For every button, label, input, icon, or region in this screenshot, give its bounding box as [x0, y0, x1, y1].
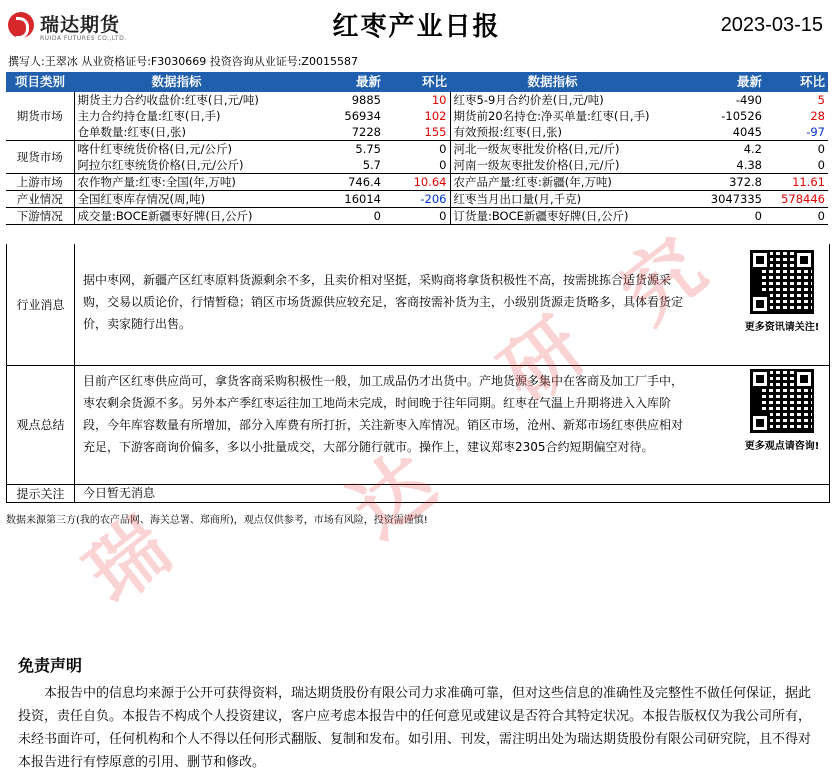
change-value: 28 — [810, 109, 825, 123]
change-value: 0 — [765, 157, 828, 174]
indicator-name: 农作物产量:红枣:全国(年,万吨) — [74, 174, 279, 191]
disclaimer-title: 免责声明 — [18, 656, 83, 675]
indicator-name: 河南一级灰枣批发价格(日,元/斤) — [450, 157, 655, 174]
category-cell: 期货市场 — [6, 92, 74, 141]
indicator-name: 喀什红枣统货价格(日,元/公斤) — [77, 142, 233, 156]
change-value: 10 — [384, 92, 450, 108]
category-cell: 产业情况 — [6, 191, 74, 208]
indicator-name: 红枣当月出口量(月,千克) — [450, 191, 655, 208]
change-value: -97 — [765, 124, 828, 141]
latest-value: 4.2 — [743, 142, 762, 156]
industry-news-text: 据中枣网，新疆产区红枣原料货源剩余不多，且卖价相对坚挺，采购商将拿货积极性不高，按需挑拣合适货源采购，交易以质论价，行情暂稳；销区市场货源供应较充足，客商按需补货为主，小级别货源走货略多，具体看货定价，卖家随行出售。 — [83, 273, 684, 331]
header-latest: 最新 — [655, 72, 765, 92]
logo-name: 瑞达期货 — [40, 14, 121, 36]
watermark-char: 瑞 — [69, 502, 187, 621]
indicator-name: 农产品产量:红枣:新疆(年,万吨) — [450, 174, 655, 191]
watermark-char: 究 — [604, 222, 722, 341]
indicator-name: 有效预报:红枣(日,张) — [450, 124, 655, 141]
table-row — [6, 124, 828, 141]
table-row — [6, 92, 828, 108]
latest-value: 4.38 — [655, 157, 765, 174]
latest-value: 0 — [655, 208, 765, 225]
latest-value: 56934 — [344, 109, 381, 123]
change-value: 11.61 — [765, 174, 828, 191]
latest-value: 372.8 — [655, 174, 765, 191]
watermark-char: 达 — [334, 437, 452, 556]
change-value: 0 — [817, 142, 825, 156]
change-value: 102 — [384, 108, 450, 124]
tips-section — [6, 484, 830, 503]
indicator-name: 主力合约持仓量:红枣(日,手) — [77, 109, 221, 123]
qr-code-icon — [750, 250, 814, 314]
change-value: 0 — [384, 157, 450, 174]
qr-code-icon — [750, 369, 814, 433]
category-cell: 下游情况 — [6, 208, 74, 225]
header-change: 环比 — [384, 72, 450, 92]
latest-value: 7228 — [279, 124, 384, 141]
table-row — [6, 191, 828, 208]
latest-value: 9885 — [351, 93, 381, 107]
latest-value: 4045 — [655, 124, 765, 141]
table-header-row — [6, 72, 828, 92]
category-cell: 上游市场 — [6, 174, 74, 191]
latest-value: 5.75 — [355, 142, 381, 156]
indicator-name: 河北一级灰枣批发价格(日,元/斤) — [453, 142, 620, 156]
change-value: 0 — [765, 208, 828, 225]
data-source-note: 数据来源第三方(我的农产品网、海关总署、郑商所)，观点仅供参考，市场有风险，投资需谨慎! — [6, 515, 428, 526]
latest-value: 0 — [279, 208, 384, 225]
change-value: 0 — [384, 141, 450, 158]
category-cell: 现货市场 — [6, 141, 74, 174]
indicator-name: 仓单数量:红枣(日,张) — [74, 124, 279, 141]
table-row — [6, 208, 828, 225]
change-value: 5 — [817, 93, 825, 107]
report-date: 2023-03-15 — [720, 14, 823, 36]
indicator-name: 成交量:BOCE新疆枣好牌(日,公斤) — [74, 208, 279, 225]
header-latest: 最新 — [279, 72, 384, 92]
indicator-name: 阿拉尔红枣统货价格(日,元/公斤) — [74, 157, 279, 174]
latest-value: 5.7 — [279, 157, 384, 174]
viewpoint-section — [6, 365, 830, 485]
page-title: 红枣产业日报 — [332, 12, 501, 42]
disclaimer-body: 本报告中的信息均来源于公开可获得资料，瑞达期货股份有限公司力求准确可靠，但对这些信息的准确性及完整性不做任何保证，据此投资，责任自负。本报告不构成个人投资建议，客户应考虑本报告中的任何意见或建议是否符合其特定状况。本报告版权仅为我公司所有，未经书面许可，任何机构和个人不得以任何形式翻版、复制和发布。如引用、刊发，需注明出处为瑞达期货股份有限公司研究院，且不得对本报告进行有悖原意的引用、删节和修改。 — [18, 686, 812, 770]
indicator-name: 红枣5-9月合约价差(日,元/吨) — [453, 93, 604, 107]
header-indicator: 数据指标 — [74, 72, 279, 92]
latest-value: -10526 — [721, 109, 762, 123]
qr-caption: 更多资讯请关注! — [744, 322, 820, 333]
indicator-name: 全国红枣库存情况(周,吨) — [74, 191, 279, 208]
indicator-name: 订货量:BOCE新疆枣好牌(日,公斤) — [450, 208, 655, 225]
indicator-name: 期货前20名持仓:净买单量:红枣(日,手) — [453, 109, 650, 123]
header-indicator: 数据指标 — [450, 72, 655, 92]
latest-value: 16014 — [279, 191, 384, 208]
table-row — [6, 141, 828, 158]
tips-text: 今日暂无消息 — [83, 486, 156, 500]
table-row — [6, 174, 828, 191]
industry-news-section — [6, 244, 830, 366]
section-label: 提示关注 — [7, 484, 75, 502]
table-row — [6, 157, 828, 174]
header-change: 环比 — [765, 72, 828, 92]
section-label: 行业消息 — [7, 244, 75, 365]
change-value: -206 — [384, 191, 450, 208]
change-value: 155 — [384, 124, 450, 141]
data-table — [6, 72, 828, 225]
latest-value: -490 — [735, 93, 762, 107]
header-category: 项目类别 — [6, 72, 74, 92]
latest-value: 746.4 — [279, 174, 384, 191]
latest-value: 3047335 — [655, 191, 765, 208]
qr-block — [741, 369, 823, 452]
author-line: 撰写人:王翠冰 从业资格证号:F3030669 投资咨询从业证号:Z0015587 — [8, 55, 358, 68]
logo-english: RUIDA FUTURES CO.,LTD. — [40, 35, 127, 42]
indicator-name: 期货主力合约收盘价:红枣(日,元/吨) — [77, 93, 259, 107]
qr-block — [741, 250, 823, 333]
report-header — [0, 0, 833, 50]
change-value: 10.64 — [384, 174, 450, 191]
watermark-char: 研 — [484, 302, 602, 421]
section-label: 观点总结 — [7, 365, 75, 484]
table-row — [6, 108, 828, 124]
qr-caption: 更多观点请咨询! — [744, 441, 820, 452]
viewpoint-text: 目前产区红枣供应尚可，拿货客商采购积极性一般，加工成品仍才出货中。产地货源多集中在客商及加工厂手中，枣农剩余货源不多。另外本产季红枣运往加工地尚未完成，时间晚于往年同期。红枣在气温上升期将进入入库阶段，今年库容数量有所增加，部分入库费有所打折，关注新枣入库情况。销区市场，沧州、新郑市场红枣供应相对充足，下游客商询价偏多，多以小批量成交，大部分随行就市。操作上，建议郑枣2305合约短期偏空对待。 — [83, 374, 684, 454]
change-value: 0 — [384, 208, 450, 225]
change-value: 578446 — [765, 191, 828, 208]
